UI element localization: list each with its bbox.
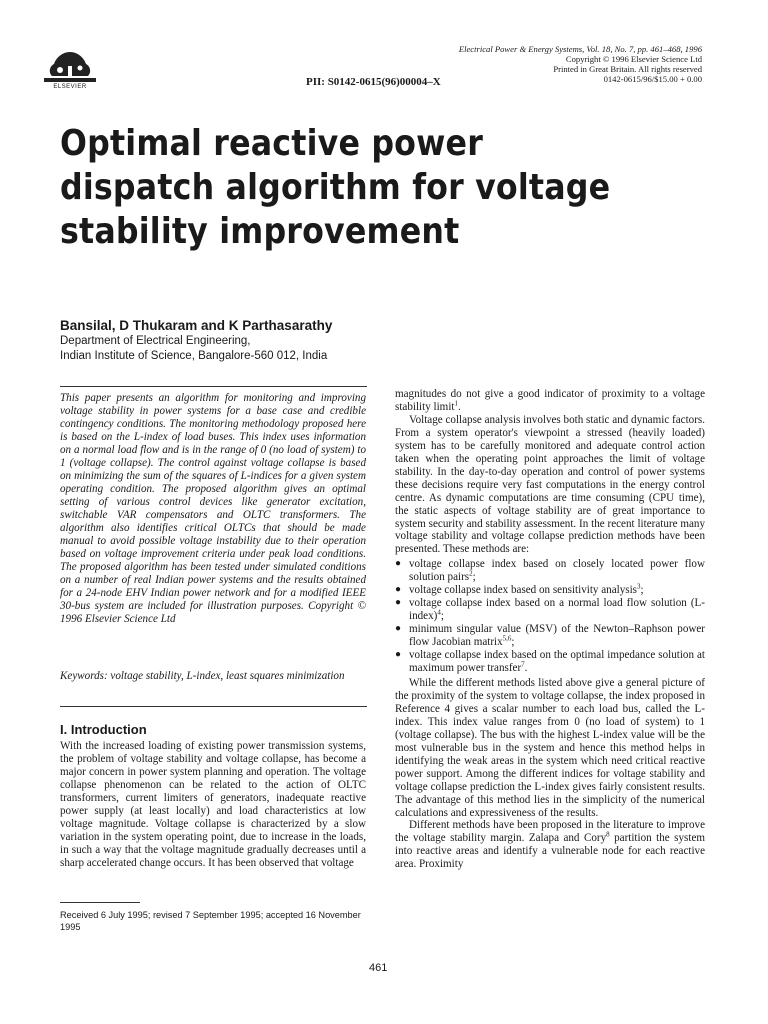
punctuation: ;	[440, 610, 444, 623]
paragraph: Voltage collapse analysis involves both static and dynamic factors. From a system operator's viewpoint a stressed (heavily loaded) system has to be carefully monitored and adequate control action taken when the operating point approaches the limit of voltage stability. In the day-to-day operation and control of power systems these decisions require very fast computations in the energy control centre. As dynamic computations are time consuming (CPU time), the static aspects of voltage stability are of great importance to system security and stability assessment. In the recent literature many voltage stability and voltage collapse prediction methods have been presented. These methods are:	[395, 413, 705, 556]
page-number: 461	[369, 962, 388, 974]
affiliation-institute: Indian Institute of Science, Bangalore-560 012, India	[60, 350, 328, 362]
punctuation: .	[457, 400, 461, 413]
list-item	[395, 649, 705, 675]
paragraph	[395, 388, 705, 414]
citation: 2	[469, 569, 473, 578]
punctuation: ;	[472, 571, 476, 584]
abstract-top-rule	[60, 386, 367, 387]
section-heading: I. Introduction	[60, 722, 147, 737]
punctuation: ;	[640, 584, 644, 597]
punctuation: .	[524, 662, 528, 675]
paragraph	[395, 819, 705, 871]
citation: 4	[437, 608, 441, 617]
journal-citation: Electrical Power & Energy Systems, Vol. 18, No. 7, pp. 461–468, 1996	[458, 44, 702, 54]
list-item	[395, 597, 705, 623]
list-item-text: voltage collapse index based on a normal load flow solution (L-index)	[409, 597, 705, 623]
list-item-text: voltage collapse index based on sensitivity analysis	[409, 584, 637, 597]
list-item-text: minimum singular value (MSV) of the Newton–Raphson power flow Jacobian matrix	[409, 623, 705, 649]
punctuation: ;	[511, 636, 515, 649]
keywords: Keywords: voltage stability, L-index, least squares minimization	[60, 670, 345, 682]
received-dates: Received 6 July 1995; revised 7 September 1995; accepted 16 November 1995	[60, 910, 361, 932]
list-item	[395, 584, 705, 597]
intro-paragraph: With the increased loading of existing power transmission systems, the problem of voltage stability and voltage collapse, has become a major concern in power system planning and operation. The voltage collapse phenomenon can be related to the action of OLTC transformers, current limiters of generators, inadequate reactive power supply (at least locally) and load characteristics at low voltage magnitude. Voltage collapse is characterized by a slow variation in the system operating point, due to increase in the loads, in such a way that the voltage magnitude gradually decreases until a sharp accelerated change occurs. It has been observed that voltage	[60, 740, 366, 869]
authors: Bansilal, D Thukaram and K Parthasarathy	[60, 318, 333, 333]
publisher-name: ELSEVIER	[53, 84, 87, 90]
list-item	[395, 558, 705, 584]
citation: 7	[521, 660, 525, 669]
abstract: This paper presents an algorithm for monitoring and improving voltage stability in power systems for a base case and credible contingency conditions. The monitoring methodology proposed here is based on the L-index of load buses. This index uses information on a normal load flow and is in the range of 0 (no load of system) to 1 (voltage collapse). The control against voltage collapse is based on minimizing the sum of the squares of L-indices for a given system operating condition. The proposed algorithm gives an optimal setting of various control devices like generator excitation, switchable VAR compensators and OLTC transformers. The algorithm also identifies critical OLTCs that should be made manual to avoid possible voltage instability due to their operation based on voltage improvement criteria under peak load conditions. The proposed algorithm has been tested under simulated conditions on a number of real Indian power systems and the results obtained for a 24-node EHV Indian power network and for a modified IEEE 30-bus system are included for illustration purposes. Copyright © 1996 Elsevier Science Ltd	[60, 392, 366, 625]
methods-list	[395, 558, 705, 675]
paragraph-text: magnitudes do not give a good indicator of proximity to a voltage stability limit	[395, 388, 705, 413]
list-item-text: voltage collapse index based on closely located power flow solution pairs	[409, 558, 705, 584]
citation: 1	[454, 399, 458, 408]
paragraph-text: Different methods have been proposed in the literature to improve the voltage stability margin. Zalapa and Cory	[395, 819, 705, 845]
citation: 8	[606, 830, 610, 839]
citation: 5,6	[502, 634, 512, 643]
citation: 3	[637, 582, 641, 591]
footnote-rule	[60, 902, 140, 903]
list-item-text: voltage collapse index based on the optimal impedance solution at maximum power transfer	[409, 649, 705, 675]
pii-code: PII: S0142-0615(96)00004–X	[306, 76, 441, 88]
printed-line: Printed in Great Britain. All rights reserved	[553, 64, 702, 74]
affiliation-department: Department of Electrical Engineering,	[60, 335, 251, 347]
paragraph: While the different methods listed above give a general picture of the proximity of the system to voltage collapse, the index proposed in Reference 4 gives a scalar number to each load bus, called the L-index. This index value ranges from 0 (no load of system) to 1 (voltage collapse). The bus with the highest L-index value will be the most vulnerable bus in the system and hence this method helps in identifying the weak areas in the system which need critical reactive power support. Among the different indices for voltage stability and voltage collapse prediction the L-index gives fairly consistent results. The advantage of this method lies in the simplicity of the numerical calculations and expressiveness of the results.	[395, 676, 705, 819]
paper-title: Optimal reactive power dispatch algorithm for voltage stability improvement	[60, 123, 611, 252]
abstract-bottom-rule	[60, 706, 367, 707]
list-item	[395, 623, 705, 649]
journal-info	[372, 44, 702, 84]
right-column	[395, 388, 705, 871]
issn-line: 0142-0615/96/$15.00 + 0.00	[603, 74, 702, 84]
copyright-line: Copyright © 1996 Elsevier Science Ltd	[565, 54, 702, 64]
paragraph-text: partition the system into reactive areas and identify a vulnerable node for each reactive area. Proximity	[395, 832, 705, 871]
